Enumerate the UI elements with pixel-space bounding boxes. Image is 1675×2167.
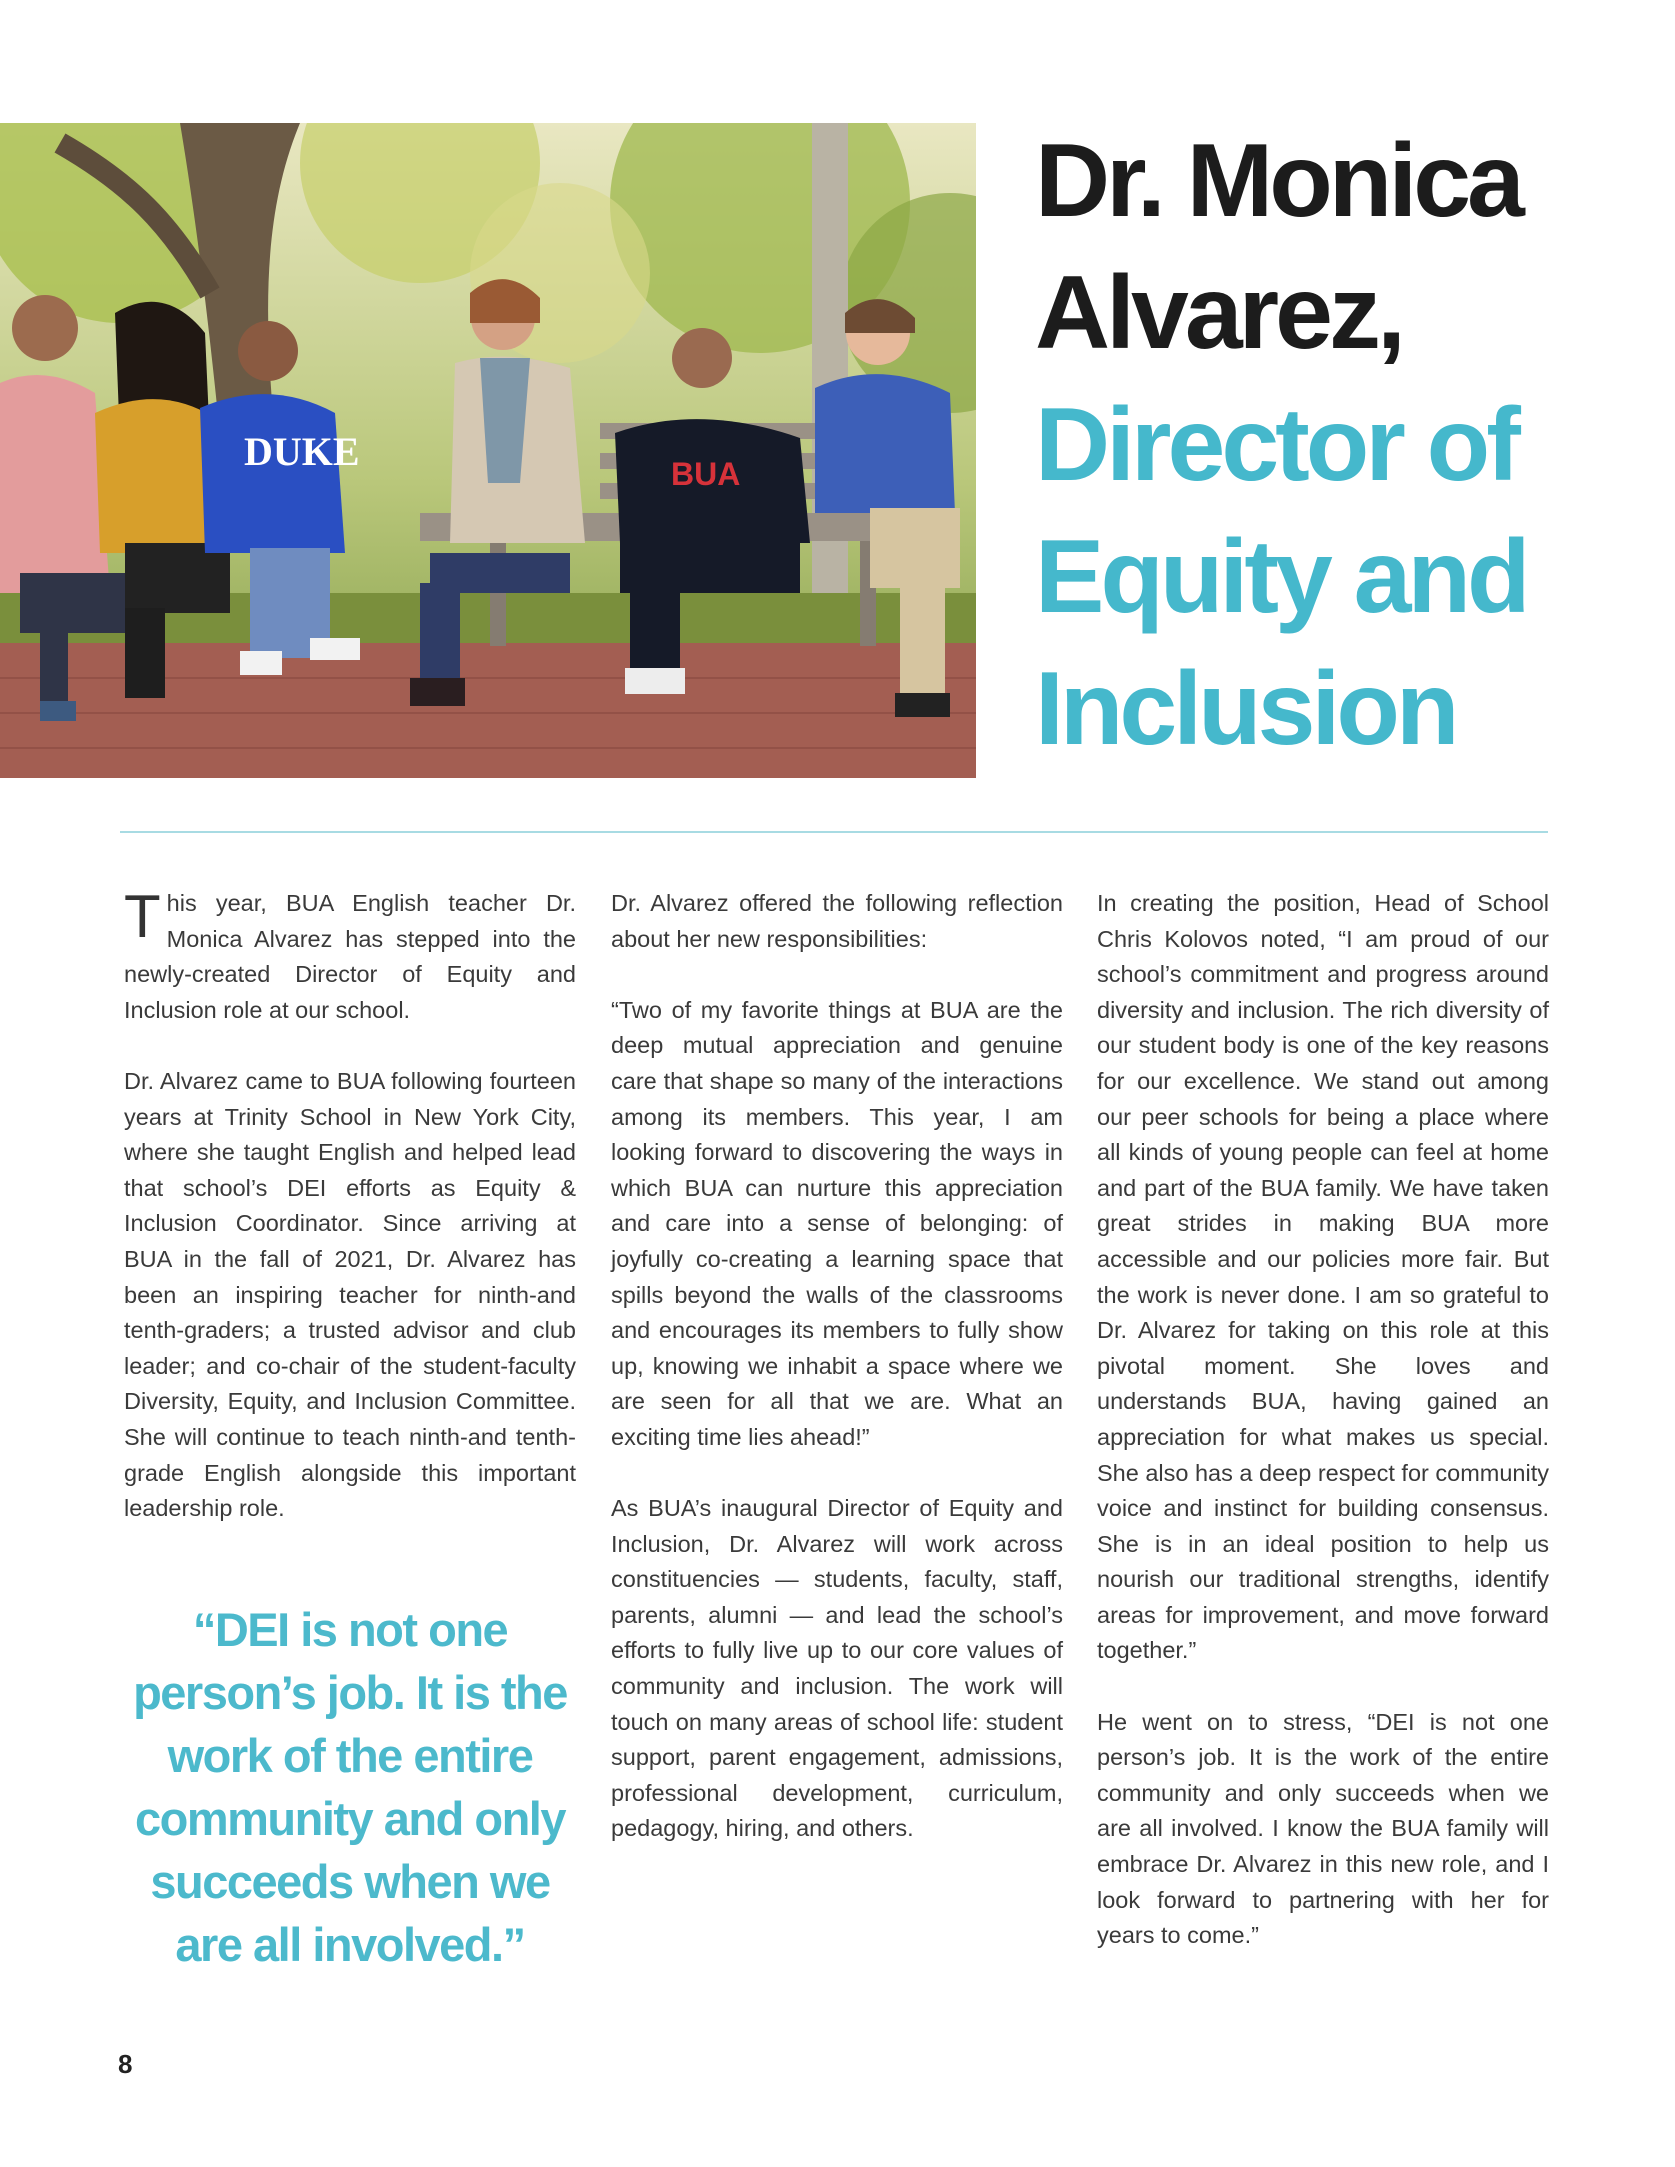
- hero-photo: [0, 123, 976, 778]
- section-divider: [120, 831, 1548, 833]
- headline-name-line1: Dr. Monica: [1035, 123, 1521, 239]
- headline-name-line2: Alvarez,: [1035, 255, 1402, 371]
- bua-letters: BUA: [671, 456, 741, 492]
- body-paragraph: He went on to stress, “DEI is not one person’s job. It is the work of the entire community and only succeeds when we are all involved. I know the BUA family will embrace Dr. Alvarez in this new role, and I look forward to partnering with her for years to come.”: [1097, 1708, 1549, 1949]
- intro-text: his year, BUA English teacher Dr. Monica Alvarez has stepped into the newly-created Director of Equity and Inclusion role at our school.: [124, 890, 576, 1023]
- article-headline: [1035, 115, 1635, 775]
- headline-role-line1: Director of: [1035, 387, 1517, 503]
- quote-paragraph: “Two of my favorite things at BUA are the deep mutual appreciation and genuine care that shape so many of the interactions among its members. This year, I am looking forward to discovering the ways in which BUA can nurture this appreciation and care into a sense of belonging: of joyfully co-creating a learning space that spills beyond the walls of the classrooms and encourages its members to fully show up, knowing we inhabit a space where we are seen for all that we are. What an exciting time lies ahead!”: [611, 996, 1063, 1450]
- headline-role-line3: Inclusion: [1035, 651, 1456, 767]
- body-paragraph: Dr. Alvarez offered the following reflection about her new responsibilities:: [611, 890, 1063, 952]
- body-paragraph: As BUA’s inaugural Director of Equity and Inclusion, Dr. Alvarez will work across constituencies — students, faculty, staff, parents, alumni — and lead the school’s efforts to fully live up to our core values of community and inclusion. The work will touch on many areas of school life: student support, parent engagement, admissions, professional development, curriculum, pedagogy, hiring, and others.: [611, 1495, 1063, 1842]
- pull-quote: “DEI is not one person’s job. It is the work of the entire community and only succeeds when we are all involved.”: [133, 1603, 567, 1971]
- intro-paragraph: [124, 883, 576, 1028]
- article-column-2: [611, 886, 1063, 1883]
- dropcap: T: [124, 883, 161, 950]
- photo-students-bench-icon: [0, 123, 976, 778]
- headline-role-line2: Equity and: [1035, 519, 1527, 635]
- article-column-3: [1097, 886, 1549, 1989]
- body-paragraph: Dr. Alvarez came to BUA following fourteen years at Trinity School in New York City, where she taught English and helped lead that school’s DEI efforts as Equity & Inclusion Coordinator. Since arriving at BUA in the fall of 2021, Dr. Alvarez has been an inspiring teacher for ninth-and tenth-graders; a trusted advisor and club leader; and co-chair of the student-faculty Diversity, Equity, and Inclusion Committee. She will continue to teach ninth-and tenth-grade English alongside this important leadership role.: [124, 1067, 576, 1522]
- page-number: 8: [118, 2049, 133, 2079]
- article-column-1: [124, 883, 576, 1562]
- duke-letters: DUKE: [244, 429, 360, 474]
- body-paragraph: In creating the position, Head of School Chris Kolovos noted, “I am proud of our school’s commitment and progress around diversity and inclusion. The rich diversity of our student body is one of the key reasons for our excellence. We stand out among our peer schools for being a place where all kinds of young people can feel at home and part of the BUA family. We have taken great strides in making BUA more accessible and our policies more fair. But the work is never done. I am so grateful to Dr. Alvarez for taking on this role at this pivotal moment. She loves and understands BUA, having gained an appreciation for what makes us special. She also has a deep respect for community voice and instinct for building consensus. She is in an ideal position to help us nourish our traditional strengths, identify areas for improvement, and move forward together.”: [1097, 890, 1549, 1664]
